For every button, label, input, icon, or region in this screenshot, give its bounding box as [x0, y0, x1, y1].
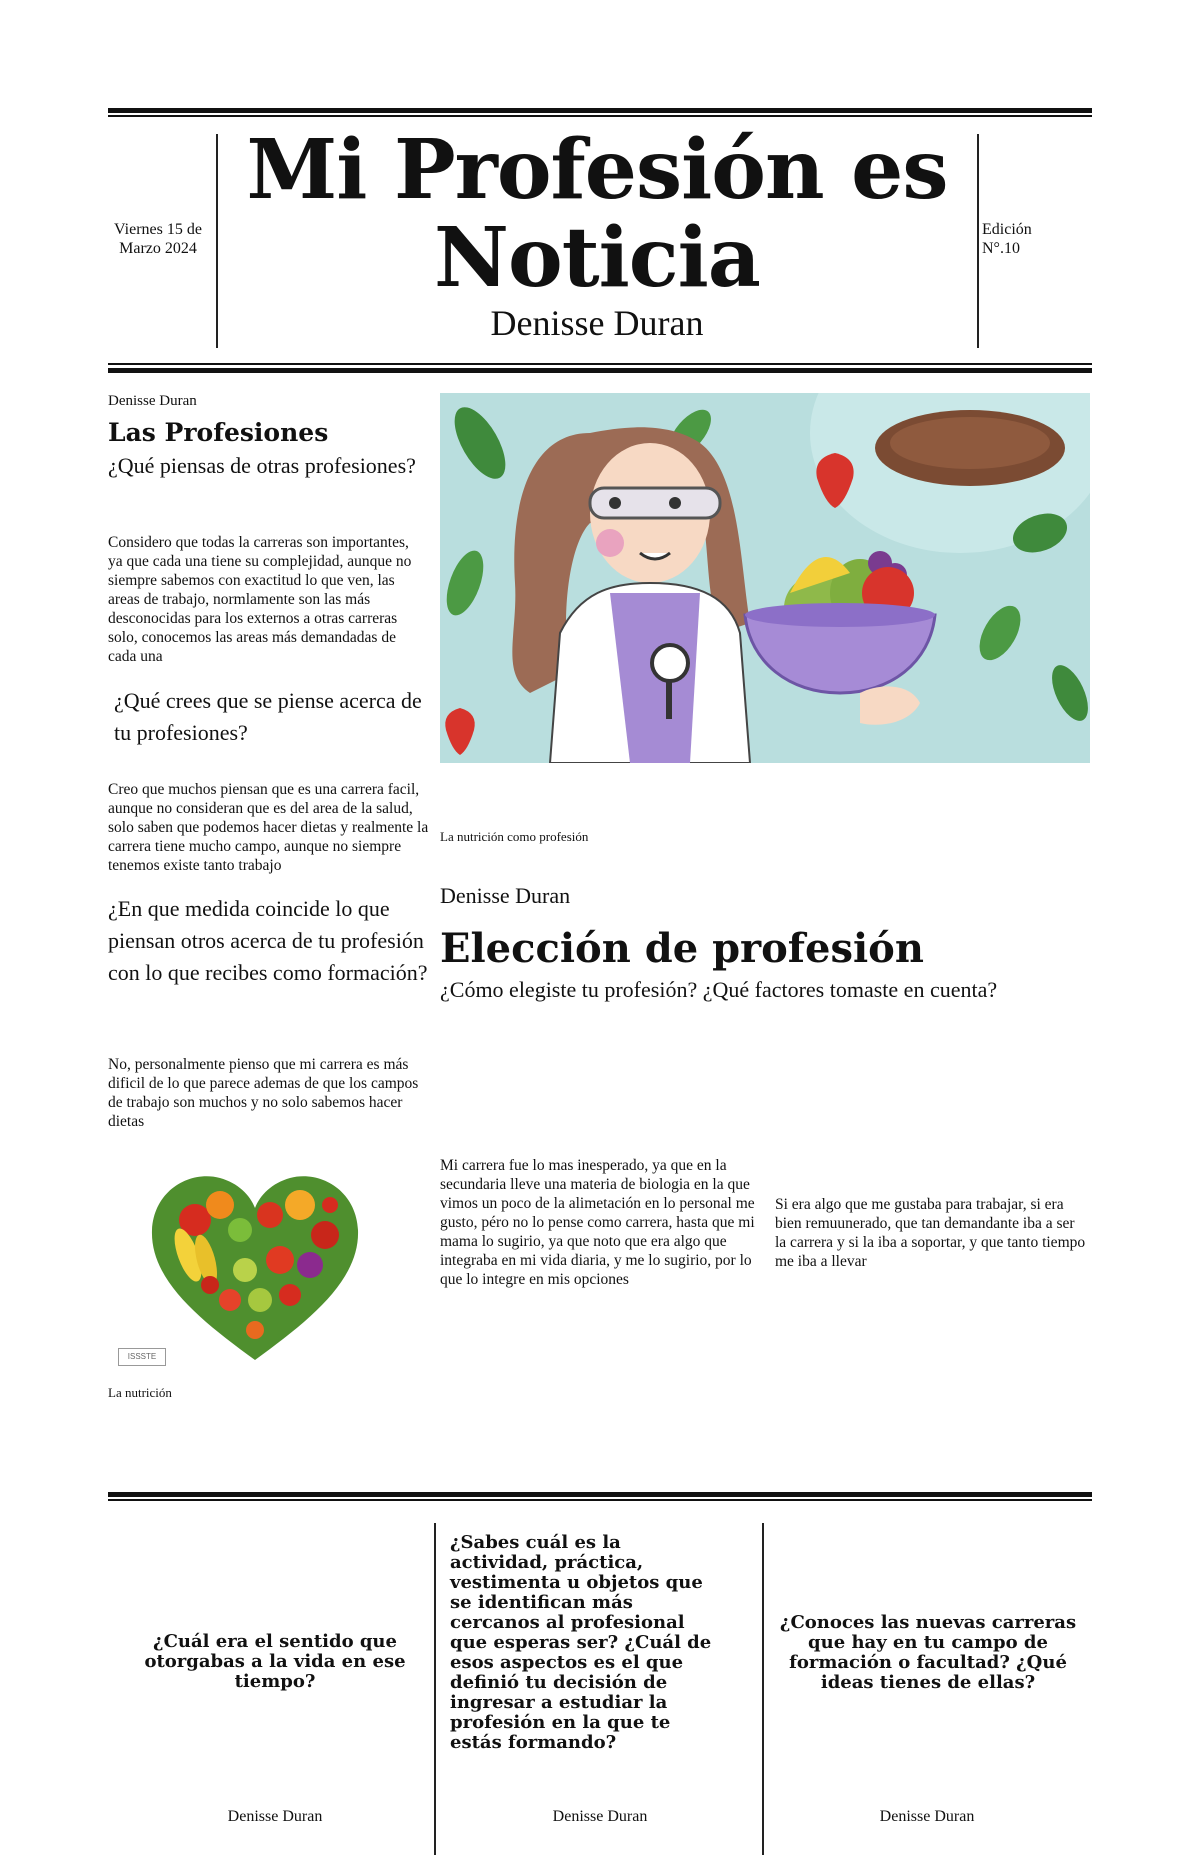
answer-3: No, personalmente pienso que mi carrera es más dificil de lo que parece ademas de que los campos de trabajo son muchos y no solo sabemos hacer dietas — [108, 1056, 419, 1130]
left-heading: Las Profesiones — [108, 418, 329, 447]
newspaper-title: Mi Profesión es Noticia — [246, 122, 948, 306]
illustration-caption: La nutrición como profesión — [440, 829, 589, 844]
answer-2: Creo que muchos piensan que es una carrera facil, aunque no consideran que es del area de la salud, solo saben que podemos hacer dietas y realmente la carrera tiene mucho campo, aunque no siempre tenemos existe tanto trabajo — [108, 781, 429, 874]
fruit-heart-image — [140, 1160, 370, 1370]
masthead-bottom-rule-thin — [108, 363, 1092, 365]
masthead-bottom-rule — [108, 368, 1092, 373]
bottom-question-3: ¿Conoces las nuevas carreras que hay en tu campo de formación o facultad? ¿Qué ideas tienes de ellas? — [779, 1612, 1077, 1693]
masthead-top-rule — [108, 108, 1092, 113]
edition-number: Edición N°.10 — [982, 221, 1032, 257]
bottom-author-3: Denisse Duran — [879, 1808, 975, 1825]
left-byline: Denisse Duran — [108, 393, 197, 409]
masthead-author: Denisse Duran — [490, 303, 704, 343]
issue-date: Viernes 15 de Marzo 2024 — [114, 221, 202, 257]
feature-column-2: Si era algo que me gustaba para trabajar, si era bien remuunerado, que tan demandante iba a ser la carrera y si la iba a soportar, y que tanto tiempo me iba a llevar — [775, 1196, 1086, 1270]
nutritionist-illustration — [440, 393, 1090, 763]
bottom-author-2: Denisse Duran — [552, 1808, 648, 1825]
bottom-question-1: ¿Cuál era el sentido que otorgabas a la vida en ese tiempo? — [144, 1631, 406, 1692]
bottom-author-1: Denisse Duran — [227, 1808, 323, 1825]
bottom-divider-1 — [434, 1523, 436, 1855]
masthead-top-rule-thin — [108, 115, 1092, 117]
feature-headline: Elección de profesión — [440, 925, 924, 972]
bottom-top-rule — [108, 1492, 1092, 1497]
heart-caption: La nutrición — [108, 1385, 172, 1400]
question-1: ¿Qué piensas de otras profesiones? — [108, 453, 416, 478]
question-3: ¿En que medida coincide lo que piensan otros acerca de tu profesión con lo que recibes como formación? — [108, 896, 428, 985]
question-2: ¿Qué crees que se piense acerca de tu profesiones? — [114, 688, 422, 745]
feature-column-1: Mi carrera fue lo mas inesperado, ya que en la secundaria lleve una materia de biologia en la que vimos un poco de la alimetación en lo personal me gusto, péro no lo pense como carrera, hasta que mi mama lo sugirio, ya que noto que era algo que integraba en mi vida diaria, y me lo sugirio, por lo que lo integre en mis opciones — [440, 1157, 755, 1288]
feature-byline: Denisse Duran — [440, 883, 571, 908]
bottom-question-2: ¿Sabes cuál es la actividad, práctica, vestimenta u objetos que se identifican más cercanos al profesional que esperas ser? ¿Cuál de esos aspectos es el que definió tu decisión de ingresar a estudiar la profesión en la que te estás formando? — [450, 1532, 712, 1753]
issste-logo: ISSSTE — [118, 1348, 166, 1366]
answer-1: Considero que todas la carreras son importantes, ya que cada una tiene su complejidad, aunque no siempre sabemos con exactitud lo que ven, las areas de trabajo, normlamente son las más desconocidas para los externos a otras carreras solo, conocemos las areas más demandadas de cada una — [108, 534, 412, 665]
bottom-top-rule-thin — [108, 1499, 1092, 1501]
bottom-divider-2 — [762, 1523, 764, 1855]
feature-subhead: ¿Cómo elegiste tu profesión? ¿Qué factores tomaste en cuenta? — [440, 977, 998, 1002]
